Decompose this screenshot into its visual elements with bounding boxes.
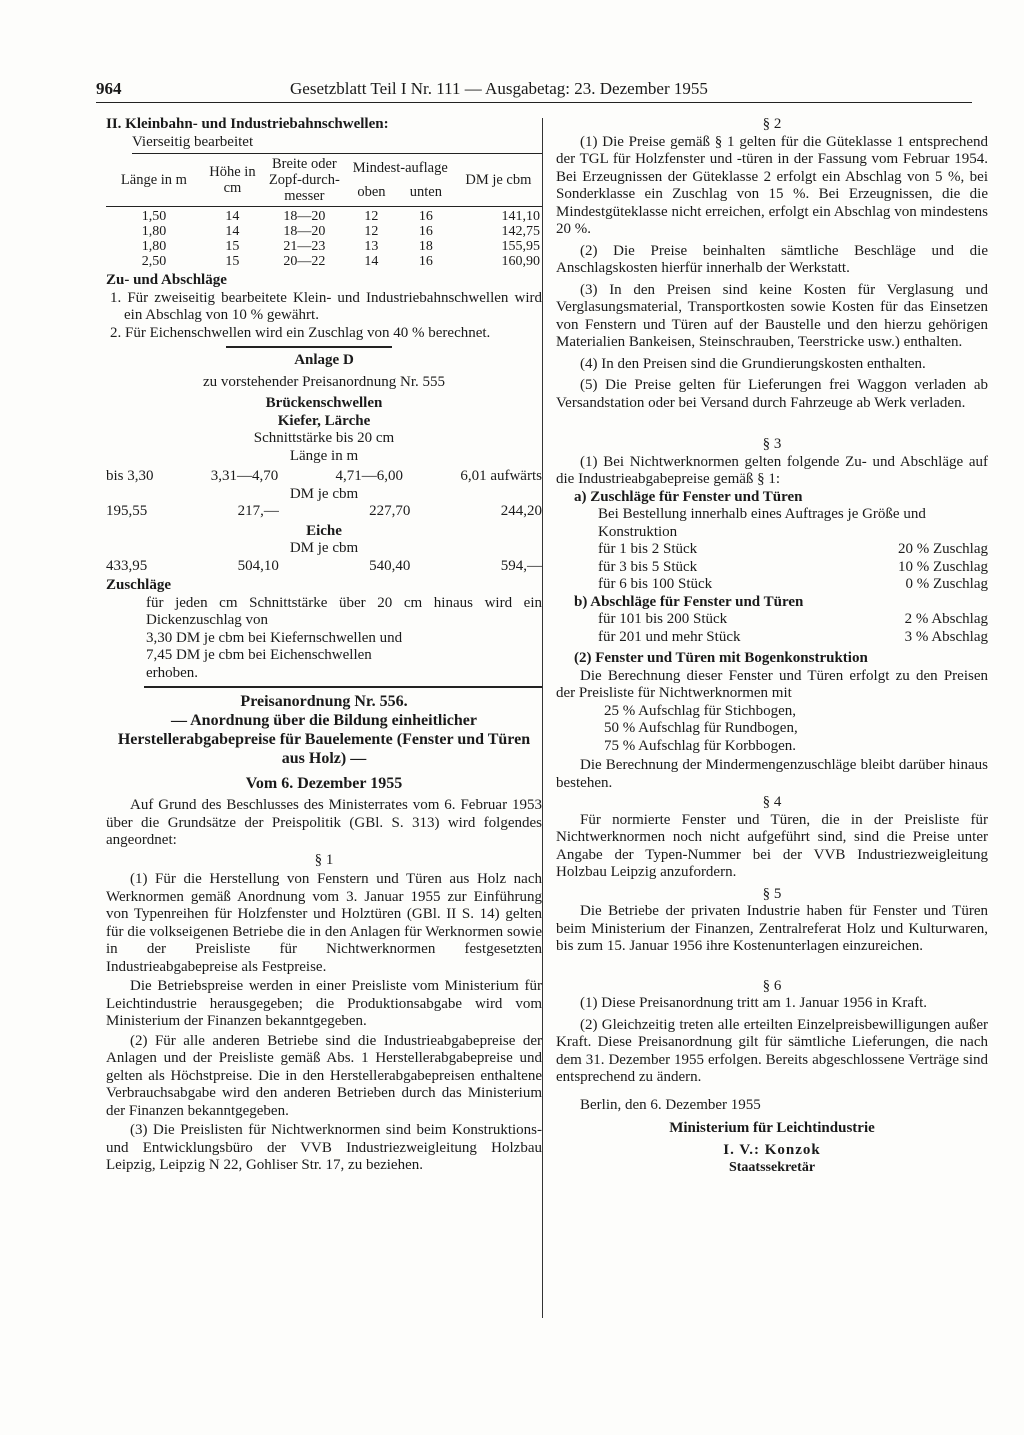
paragraph-3-2-text: Die Berechnung dieser Fenster und Türen erfolgt zu den Preisen der Preisliste für Nichtwerknormen mit: [556, 667, 988, 701]
sleeper-table: [106, 156, 542, 269]
list-item: [556, 611, 988, 629]
table-row: [106, 209, 542, 224]
page-number: 964: [96, 79, 122, 98]
cell: 15: [225, 254, 240, 269]
paragraph-3-title: § 3: [762, 436, 782, 452]
cell: 160,90: [501, 254, 540, 269]
paragraph-4-text: Für normierte Fenster und Türen, die in der Preisliste für Nichtwerknormen noch nicht aufgeführt sind, sind die Preise unter Angabe der Typen-Nummer bei der VVB Industriezweigleitung Holzbau Leipzig anzufordern.: [556, 811, 988, 880]
paragraph-2-2: (2) Die Preise beinhalten sämtliche Beschläge und die Anschlagskosten hierfür innerhalb der Werkstatt.: [556, 242, 988, 276]
cell: 12: [364, 224, 379, 239]
price: 540,40: [369, 557, 411, 574]
cell: 16: [418, 209, 433, 224]
cell: 155,95: [501, 239, 540, 254]
table-rule-top: [132, 153, 542, 154]
paragraph-2-3: (3) In den Preisen sind keine Kosten für Verglasung und Verglasungsmaterial, Transportkosten sowie Kosten für das Einsetzen von Fenstern und Türen auf der Baustelle und den hierzu gehörigen Materialien Bankeisen, Steinschrauben, Teerstricke usw.) enthalten.: [556, 281, 988, 350]
paragraph-3-b-title: b) Abschläge für Fenster und Türen: [574, 593, 804, 610]
section-ii-title: II. Kleinbahn- und Industriebahnschwellen:: [106, 116, 389, 132]
eiche-title: Eiche: [306, 522, 342, 539]
cell: 18—20: [283, 209, 326, 224]
rate: 2 % Abschlag: [904, 611, 988, 627]
cell: 12: [364, 209, 379, 224]
col-width-header: Breite oder Zopf-durch-messer: [268, 156, 340, 204]
paragraph-6-2: (2) Gleichzeitig treten alle erteilten Einzelpreisbewilligungen außer Kraft. Diese Preisanordnung gilt für sämtliche Lieferungen, die nach dem 31. Dezember 1955 erfolgen. Bereits abgeschlossene Verträge sind entsprechend zu ändern.: [556, 1016, 988, 1085]
qty: für 1 bis 2 Stück: [598, 541, 698, 557]
price: 504,10: [237, 557, 279, 574]
rate: 0 % Zuschlag: [905, 576, 988, 592]
header-title: Gesetzblatt Teil I Nr. 111 — Ausgabetag: 23. Dezember 1955: [290, 79, 708, 98]
dm-label: DM je cbm: [289, 485, 359, 502]
paragraph-3-2-title: (2) Fenster und Türen mit Bogenkonstruktion: [574, 650, 868, 666]
zuschlaege-kiefer: 3,30 DM je cbm bei Kiefernschwellen und: [146, 629, 403, 646]
paragraph-4-title: § 4: [762, 794, 782, 810]
paragraph-3-1: (1) Bei Nichtwerknormen gelten folgende Zu- und Abschläge auf die Industrieabgabepreise gemäß § 1:: [556, 453, 988, 487]
bruecken-wood: Kiefer, Lärche: [277, 412, 371, 429]
qty: für 201 und mehr Stück: [598, 628, 741, 645]
table-row: [106, 254, 542, 269]
price: 433,95: [106, 557, 148, 574]
price: 594,—: [500, 557, 542, 574]
paragraph-5-text: Die Betriebe der privaten Industrie haben für Fenster und Türen beim Ministerium der Finanzen, Zentralreferat Holz und Kulturwaren, bis zum 15. Januar 1956 ihre Kostenunterlagen einzureichen.: [556, 903, 988, 954]
page-header: [96, 80, 972, 103]
ministry-name: Ministerium für Leichtindustrie: [669, 1120, 875, 1136]
cell: 14: [225, 209, 240, 224]
left-column: [106, 116, 542, 1175]
range: bis 3,30: [106, 468, 154, 484]
list-item: [556, 559, 988, 577]
zu-abschlaege-title: Zu- und Abschläge: [106, 272, 227, 288]
col-bearing-header: Mindest-auflage: [352, 160, 448, 176]
bruecken-title: Brückenschwellen: [265, 395, 383, 411]
paragraph-6-1: (1) Diese Preisanordnung tritt am 1. Januar 1956 in Kraft.: [580, 995, 927, 1011]
length-ranges: [106, 468, 542, 486]
list-item: 25 % Aufschlag für Stichbogen,: [604, 702, 797, 719]
list-item: [556, 541, 988, 559]
price: 244,20: [500, 503, 542, 519]
zuschlaege-eiche: 7,45 DM je cbm bei Eichenschwellen: [146, 647, 372, 663]
preisanordnung-date: Vom 6. Dezember 1955: [245, 775, 403, 792]
col-bottom-header: unten: [409, 184, 442, 200]
col-top-header: oben: [357, 184, 386, 200]
eiche-dm-label: DM je cbm: [289, 540, 359, 556]
preisanordnung-intro: Auf Grund des Beschlusses des Ministerrates vom 6. Februar 1953 über die Grundsätze der Preispolitik (GBl. S. 313) wird folgendes angeordnet:: [106, 797, 542, 848]
right-column: [556, 116, 988, 1177]
preisanordnung-subtitle: — Anordnung über die Bildung einheitlicher Herstellerabgabepreise für Bauelemente (Fenster und Türen aus Holz) —: [117, 712, 531, 767]
signatory: I. V.: Konzok: [723, 1141, 821, 1158]
table-row: [106, 224, 542, 239]
rate: 20 % Zuschlag: [898, 541, 988, 557]
range: 3,31—4,70: [210, 468, 279, 484]
qty: für 3 bis 5 Stück: [598, 558, 698, 575]
cell: 141,10: [501, 209, 540, 224]
paragraph-2-title: § 2: [762, 116, 782, 132]
eiche-prices: [106, 558, 542, 576]
cell: 1,50: [141, 209, 167, 224]
list-item: 50 % Aufschlag für Rundbogen,: [604, 720, 798, 736]
price: 195,55: [106, 503, 148, 519]
range: 4,71—6,00: [335, 468, 404, 484]
cell: 15: [225, 239, 240, 254]
paragraph-3-2-end: Die Berechnung der Mindermengenzuschläge bleibt darüber hinaus bestehen.: [556, 757, 988, 791]
paragraph-1-2: (2) Für alle anderen Betriebe sind die Industrieabgabepreise der Anlagen und der Preisliste gemäß Abs. 1 Herstellerabgabepreise und gelten als Höchstpreise. Die in den Herstellerabgabepreisen enthaltene Verbrauchsabgabe wird den anderen Betrieben durch das Ministerium der Finanzen bekanntgegeben.: [106, 1032, 542, 1119]
cell: 16: [418, 224, 433, 239]
zu-item-1: 1. Für zweiseitig bearbeitete Klein- und Industriebahnschwellen wird ein Abschlag von 10 % gewährt.: [110, 289, 542, 323]
bruecken-length: Länge in m: [289, 447, 359, 464]
qty: für 6 bis 100 Stück: [598, 576, 713, 592]
cell: 18: [418, 239, 433, 254]
list-item: [556, 576, 988, 594]
zuschlaege-end: erhoben.: [146, 664, 199, 681]
divider: [144, 686, 542, 688]
cell: 13: [364, 239, 379, 254]
paragraph-2-5: (5) Die Preise gelten für Lieferungen frei Waggon verladen ab Versandstation oder bei Versand durch Fahrzeuge ab Werk verladen.: [556, 377, 988, 411]
paragraph-6-title: § 6: [762, 977, 782, 994]
paragraph-1-title: § 1: [314, 851, 334, 868]
paragraph-3-a-text: Bei Bestellung innerhalb eines Auftrages je Größe und Konstruktion: [598, 506, 926, 540]
kiefer-prices: [106, 503, 542, 521]
zu-item-2: 2. Für Eichenschwellen wird ein Zuschlag von 40 % berechnet.: [110, 324, 491, 341]
cell: 14: [364, 254, 379, 269]
cell: 14: [225, 224, 240, 239]
place-date: Berlin, den 6. Dezember 1955: [580, 1096, 761, 1113]
cell: 16: [418, 254, 433, 269]
qty: für 101 bis 200 Stück: [598, 611, 728, 627]
column-divider: [542, 118, 543, 1318]
col-length-header: Länge in m: [120, 172, 187, 188]
list-item: 75 % Aufschlag für Korbbogen.: [604, 737, 797, 754]
col-height-header: Höhe in cm: [209, 164, 256, 196]
range: 6,01 aufwärts: [460, 468, 542, 484]
cell: 18—20: [283, 224, 326, 239]
anlage-title: Anlage D: [294, 352, 354, 368]
cell: 21—23: [283, 239, 326, 254]
paragraph-1-1b: Die Betriebspreise werden in einer Preisliste vom Ministerium für Leichtindustrie herausgegeben; die Produktionsabgabe wird vom Ministerium der Finanzen bekanntgegeben.: [106, 978, 542, 1029]
rate: 10 % Zuschlag: [898, 558, 988, 575]
price: 227,70: [369, 503, 411, 519]
paragraph-5-title: § 5: [762, 885, 782, 902]
paragraph-1-1: (1) Für die Herstellung von Fenstern und Türen aus Holz nach Werknormen gemäß Anordnung vom 3. Januar 1955 zur Einführung von Typenreihen für Holzfenster und Holztüren (GBl. II S. 14) gelten für die volkseigenen Betriebe die in den Anlagen für Werknormen sowie in der Preisliste für Nichtwerknormen festgesetzten Industrieabgabepreise als Festpreise.: [106, 871, 542, 975]
cell: 2,50: [141, 254, 167, 269]
divider: [226, 346, 392, 348]
zuschlaege-title: Zuschläge: [106, 577, 172, 593]
cell: 142,75: [501, 224, 540, 239]
paragraph-2-1: (1) Die Preise gemäß § 1 gelten für die Güteklasse 1 entsprechend der TGL für Holzfenster und -türen in der Fassung vom Februar 1954. Bei Erzeugnissen der Güteklasse 2 erfolgt ein Abschlag von 5 %, bei Sonderklasse ein Zuschlag von 15 %. Bei Erzeugnissen, die die Mindestgüteklasse nicht erreichen, erfolgt ein Abschlag von mindestens 20 %.: [556, 133, 988, 237]
col-price-header: DM je cbm: [465, 172, 532, 188]
list-item: [556, 629, 988, 647]
bruecken-cut: Schnittstärke bis 20 cm: [253, 430, 395, 446]
table-row: [106, 239, 542, 254]
signatory-title: Staatssekretär: [728, 1160, 816, 1175]
cell: 1,80: [141, 239, 167, 254]
cell: 1,80: [141, 224, 167, 239]
paragraph-3-a-title: a) Zuschläge für Fenster und Türen: [574, 488, 803, 505]
rate: 3 % Abschlag: [904, 628, 988, 645]
paragraph-1-3: (3) Die Preislisten für Nichtwerknormen sind beim Konstruktions- und Entwicklungsbüro der VVB Industriezweigleitung Holzbau Leipzig, Leipzig N 22, Gohliser Str. 17, zu beziehen.: [106, 1122, 542, 1173]
paragraph-2-4: (4) In den Preisen sind die Grundierungskosten enthalten.: [580, 355, 926, 372]
section-ii-subtitle: Vierseitig bearbeitet: [132, 133, 254, 150]
preisanordnung-title: Preisanordnung Nr. 556.: [240, 693, 408, 710]
zuschlaege-text: für jeden cm Schnittstärke über 20 cm hinaus wird ein Dickenzuschlag von: [146, 594, 542, 628]
anlage-subtitle: zu vorstehender Preisanordnung Nr. 555: [202, 373, 446, 390]
cell: 20—22: [283, 254, 326, 269]
price: 217,—: [237, 503, 279, 519]
